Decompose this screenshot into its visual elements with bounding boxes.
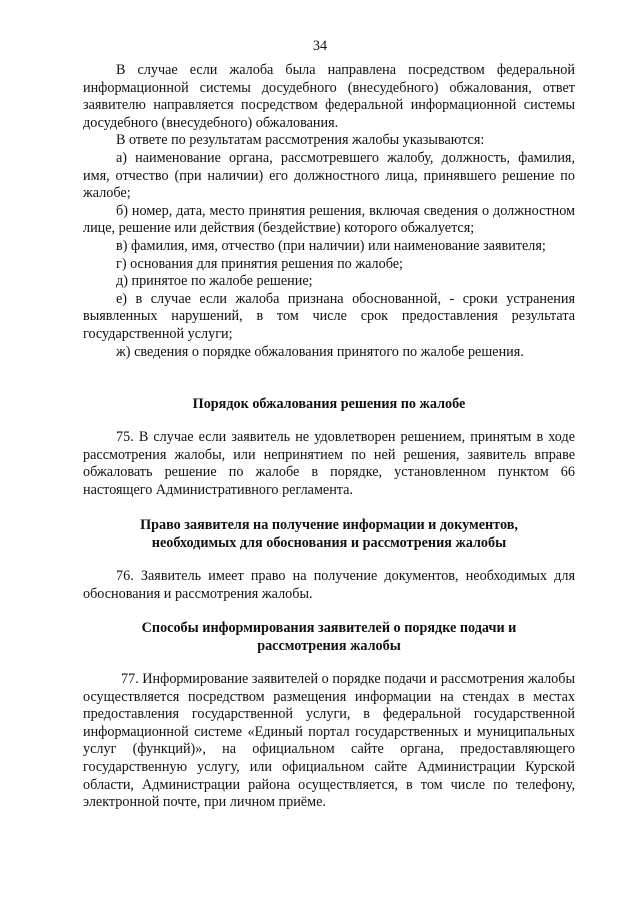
paragraph-76-block <box>83 568 575 603</box>
heading-line-2: необходимых для обоснования и рассмотрения жалобы <box>151 534 507 551</box>
list-item-e: е) в случае если жалоба признана обоснованной, - сроки устранения выявленных нарушений, в том числе срок предоставления результата государственной услуги; <box>83 290 575 342</box>
paragraph-response-intro: В ответе по результатам рассмотрения жалобы указываются: <box>116 132 485 149</box>
heading-line-1: Право заявителя на получение информации и документов, <box>140 517 518 533</box>
section-heading-appeal-order: Порядок обжалования решения по жалобе <box>192 396 466 412</box>
list-item-a: а) наименование органа, рассмотревшего жалобу, должность, фамилия, имя, отчество (при наличии) его должностного лица, принявшего решение по жалобе; <box>83 149 575 202</box>
heading-line-1: Способы информирования заявителей о порядке подачи и <box>141 620 517 636</box>
section-heading-right-to-information <box>83 517 575 552</box>
paragraph-75-block <box>83 429 575 499</box>
paragraph-77-block <box>83 671 575 812</box>
list-item-g: г) основания для принятия решения по жалобе; <box>116 255 403 272</box>
paragraph-76: 76. Заявитель имеет право на получение документов, необходимых для обоснования и рассмотрения жалобы. <box>83 568 575 602</box>
page-number: 34 <box>312 38 328 54</box>
list-item-zh: ж) сведения о порядке обжалования принятого по жалобе решения. <box>116 343 524 360</box>
paragraph-appeal-system: В случае если жалоба была направлена посредством федеральной информационной системы досудебного (внесудебного) обжалования, ответ заявителю направляется посредством федеральной информационной системы досудебного (внесудебного) обжалования. <box>83 62 575 131</box>
paragraph-77: 77. Информирование заявителей о порядке подачи и рассмотрения жалобы осуществляется посредством размещения информации на стендах в местах предоставления государственной услуги, в федеральной государственной информационной системе «Единый портал государственных и муниципальных услуг (функций)», на официальном сайте органа, предоставляющего государственную услугу, или официальном сайте Администрации Курской области, Администрации района осуществляется, в том числе по телефону, электронной почте, при личном приёме. <box>83 671 575 811</box>
paragraph-75: 75. В случае если заявитель не удовлетворен решением, принятым в ходе рассмотрения жалобы, или непринятием по ней решения, заявитель вправе обжаловать решение по жалобе в порядке, установленном пунктом 66 настоящего Административного регламента. <box>83 429 575 498</box>
response-content-block <box>83 62 575 361</box>
section-heading-informing-methods <box>83 620 575 655</box>
heading-line-2: рассмотрения жалобы <box>257 637 401 654</box>
list-item-b: б) номер, дата, место принятия решения, включая сведения о должностном лице, решение или действия (бездействие) которого обжалуется; <box>83 202 575 237</box>
list-item-d: д) принятое по жалобе решение; <box>116 273 313 290</box>
list-item-v: в) фамилия, имя, отчество (при наличии) или наименование заявителя; <box>116 237 546 254</box>
